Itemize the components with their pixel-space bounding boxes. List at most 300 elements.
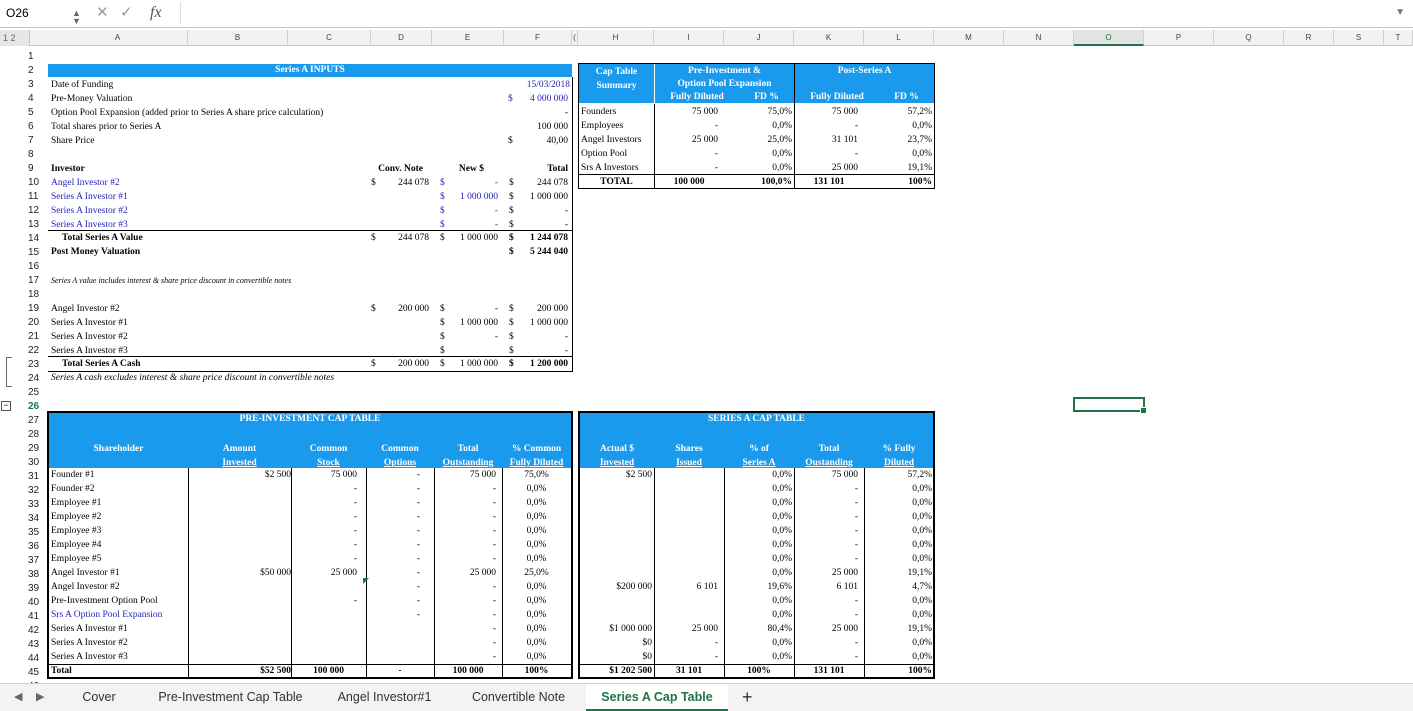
shares-issued: -: [714, 652, 718, 662]
row-header-42[interactable]: 42: [28, 625, 40, 636]
summary-total-pre-pct: 100,0%: [761, 177, 792, 187]
pre-total-outstanding: 100 000: [452, 666, 484, 676]
pct-common-fd: 0,0%: [526, 624, 547, 634]
column-header-l[interactable]: L: [864, 30, 934, 46]
total-header: Total: [547, 164, 568, 174]
conv-note-currency: $: [371, 178, 376, 188]
series-total-pct: 100%: [747, 666, 771, 676]
post-series-a-summary-header: Post-Series A Fully Diluted FD %: [795, 64, 934, 103]
pct-fully-diluted: 0,0%: [912, 512, 932, 522]
total-currency: $: [509, 206, 514, 216]
new-dollar-currency: $: [440, 178, 445, 188]
share-price-value: 40,00: [546, 136, 568, 146]
row-header-33[interactable]: 33: [28, 499, 40, 510]
row-header-37[interactable]: 37: [28, 555, 40, 566]
post-fully-diluted: 75 000: [831, 107, 858, 117]
name-box-stepper-icon[interactable]: ▲: [72, 8, 81, 18]
shareholder-name: Pre-Investment Option Pool: [51, 596, 158, 606]
row-header-19[interactable]: 19: [28, 303, 40, 314]
column-header-q[interactable]: Q: [1214, 30, 1284, 46]
pct-of-series-a: 0,0%: [772, 526, 792, 536]
row-header-3[interactable]: 3: [28, 79, 34, 90]
total-cash-conv-currency: $: [371, 359, 376, 369]
total-outstanding: -: [854, 610, 858, 620]
total-outstanding: -: [492, 540, 496, 550]
column-header-bar: [0, 30, 1413, 46]
pct-common-fd: 0,0%: [526, 498, 547, 508]
pre-total-label: Total: [51, 666, 72, 676]
sheet-tab-pre-investment-cap-table[interactable]: Pre-Investment Cap Table: [158, 690, 303, 704]
sheet-tab-series-a-cap-table[interactable]: Series A Cap Table: [586, 684, 728, 711]
row-header-2[interactable]: 2: [28, 65, 34, 76]
series-header-line2: Issued: [676, 458, 702, 468]
total-series-a-value-label: Total Series A Value: [62, 233, 143, 243]
row-header-39[interactable]: 39: [28, 583, 40, 594]
shareholder-name: Founder #1: [51, 470, 95, 480]
total-outstanding: -: [854, 652, 858, 662]
post-fd-percent: 23,7%: [907, 135, 932, 145]
pct-fully-diluted: 0,0%: [912, 526, 932, 536]
row-header-9[interactable]: 9: [28, 163, 34, 174]
row-header-6[interactable]: 6: [28, 121, 34, 132]
row-header-29[interactable]: 29: [28, 443, 40, 454]
next-sheet-icon[interactable]: ▶: [36, 691, 45, 703]
cash-total-value: 200 000: [537, 304, 568, 314]
pre-fd-percent: 0,0%: [772, 163, 792, 173]
series-header-line1: % Fully: [882, 444, 916, 454]
row-header-4[interactable]: 4: [28, 93, 34, 104]
column-header-m[interactable]: M: [934, 30, 1004, 46]
common-options: -: [416, 498, 420, 508]
row-header-22[interactable]: 22: [28, 345, 40, 356]
row-header-23[interactable]: 23: [28, 359, 40, 370]
cash-conv-currency: $: [371, 304, 376, 314]
post-fully-diluted: -: [854, 149, 858, 159]
total-cash-new: 1 000 000: [460, 359, 498, 369]
row-header-7[interactable]: 7: [28, 135, 34, 146]
shares-issued: 6 101: [696, 582, 718, 592]
pre-header-line1: Shareholder: [93, 444, 144, 454]
shareholder-name: Series A Investor #3: [51, 652, 128, 662]
total-outstanding: 25 000: [831, 568, 858, 578]
series-header-line2: Oustanding: [805, 458, 853, 468]
total-value: 244 078: [537, 178, 568, 188]
total-outstanding: -: [854, 484, 858, 494]
value-note: Series A value includes interest & share price discount in convertible notes: [51, 276, 292, 285]
amount-invested: $50 000: [260, 568, 291, 578]
shareholder-name: Employee #1: [51, 498, 102, 508]
shareholder-name: Srs A Option Pool Expansion: [51, 610, 163, 620]
pre-total-stock: 100 000: [313, 666, 344, 676]
column-header-n[interactable]: N: [1004, 30, 1074, 46]
cash-total-currency: $: [509, 332, 514, 342]
share-price-label: Share Price: [51, 136, 95, 146]
pct-fully-diluted: 4,7%: [912, 582, 932, 592]
new-dollar-value: 1 000 000: [460, 192, 498, 202]
row-header-26[interactable]: 26: [28, 401, 40, 412]
total-currency: $: [509, 220, 514, 230]
total-value: 1 000 000: [530, 192, 568, 202]
pre-fully-diluted: 75 000: [691, 107, 718, 117]
pct-of-series-a: 0,0%: [772, 498, 792, 508]
name-box-dropdown-icon[interactable]: ▼: [72, 16, 81, 26]
column-header-t[interactable]: T: [1384, 30, 1413, 46]
series-header-line1: Actual $: [599, 444, 635, 454]
row-header-21[interactable]: 21: [28, 331, 40, 342]
shareholder-name: Founder #2: [51, 484, 95, 494]
row-header-1[interactable]: 1: [28, 51, 34, 62]
pct-of-series-a: 0,0%: [772, 484, 792, 494]
pct-fully-diluted: 19,1%: [907, 568, 932, 578]
series-total-outstanding: 131 101: [813, 666, 845, 676]
total-value: -: [564, 220, 568, 230]
pre-total-pct: 100%: [524, 666, 549, 676]
formula-input[interactable]: [180, 2, 1385, 24]
column-header-i[interactable]: I: [654, 30, 724, 46]
post-fully-diluted: 25 000: [831, 163, 858, 173]
pct-of-series-a: 0,0%: [772, 470, 792, 480]
total-outstanding: -: [492, 498, 496, 508]
cap-table-summary-header: Cap Table Summary: [579, 64, 654, 103]
common-options: -: [416, 582, 420, 592]
pct-common-fd: 75,0%: [524, 470, 549, 480]
common-options: -: [416, 554, 420, 564]
pct-fully-diluted: 0,0%: [912, 638, 932, 648]
pct-of-series-a: 0,0%: [772, 596, 792, 606]
column-header-k[interactable]: K: [794, 30, 864, 46]
cash-total-value: -: [564, 346, 568, 356]
row-header-11[interactable]: 11: [28, 191, 39, 202]
pct-fully-diluted: 0,0%: [912, 596, 932, 606]
pct-common-fd: 25,0%: [524, 568, 549, 578]
pct-common-fd: 0,0%: [526, 652, 547, 662]
investor-name: Series A Investor #1: [51, 192, 128, 202]
summary-total-post-pct: 100%: [908, 177, 932, 187]
total-outstanding: -: [854, 526, 858, 536]
worksheet-grid[interactable]: [0, 47, 1413, 683]
pre-header-line1: Total: [457, 444, 479, 454]
column-header-j[interactable]: J: [724, 30, 794, 46]
total-outstanding: -: [854, 512, 858, 522]
row-header-16[interactable]: 16: [28, 261, 40, 272]
total-outstanding: -: [492, 582, 496, 592]
column-header-o[interactable]: O: [1074, 30, 1144, 46]
row-header-35[interactable]: 35: [28, 527, 40, 538]
common-stock: -: [353, 484, 357, 494]
pct-of-series-a: 80,4%: [767, 624, 792, 634]
row-header-32[interactable]: 32: [28, 485, 40, 496]
row-header-30[interactable]: 30: [28, 457, 40, 468]
total-value-new-currency: $: [440, 233, 445, 243]
pre-fully-diluted: 25 000: [691, 135, 718, 145]
pct-of-series-a: 19,6%: [767, 582, 792, 592]
pct-common-fd: 0,0%: [526, 512, 547, 522]
row-header-41[interactable]: 41: [28, 611, 40, 622]
common-stock: -: [353, 540, 357, 550]
pre-fully-diluted: -: [714, 163, 718, 173]
row-header-36[interactable]: 36: [28, 541, 40, 552]
cash-total-currency: $: [509, 318, 514, 328]
common-options: -: [416, 596, 420, 606]
shares-issued: -: [714, 638, 718, 648]
common-options: -: [416, 568, 420, 578]
cash-new-value: 1 000 000: [460, 318, 498, 328]
total-outstanding: -: [492, 526, 496, 536]
amount-invested: $2 500: [264, 470, 291, 480]
total-value-conv-currency: $: [371, 233, 376, 243]
total-cash-total: 1 200 000: [530, 359, 568, 369]
sheet-tab-cover[interactable]: Cover: [82, 690, 116, 704]
cash-new-value: -: [494, 304, 498, 314]
pre-investment-frame: [47, 411, 573, 679]
pct-of-series-a: 0,0%: [772, 554, 792, 564]
investor-name: Series A Investor #2: [51, 206, 128, 216]
column-header-([interactable]: (: [572, 30, 578, 46]
row-header-15[interactable]: 15: [28, 247, 40, 258]
post-fd-percent: 0,0%: [912, 121, 932, 131]
total-value: -: [564, 206, 568, 216]
pre-total-options: -: [398, 666, 402, 676]
option-pool-expansion-label: Option Pool Expansion (added prior to Series A share price calculation): [51, 108, 324, 118]
common-options: -: [416, 610, 420, 620]
row-header-44[interactable]: 44: [28, 653, 40, 664]
column-header-d[interactable]: D: [371, 30, 432, 46]
pre-fd-percent: 75,0%: [767, 107, 792, 117]
common-stock: -: [353, 498, 357, 508]
post-fd-percent: 0,0%: [912, 149, 932, 159]
series-header-line1: Total: [818, 444, 840, 454]
common-stock: -: [353, 512, 357, 522]
row-header-28[interactable]: 28: [28, 429, 40, 440]
pre-investment-summary-header: Pre-Investment & Option Pool Expansion Fully Diluted FD %: [655, 64, 794, 103]
conv-note-value: 244 078: [398, 178, 429, 188]
outline-level-buttons[interactable]: 1 2: [0, 30, 30, 46]
shareholder-name: Angel Investor #1: [51, 568, 120, 578]
total-outstanding: -: [492, 554, 496, 564]
column-header-p[interactable]: P: [1144, 30, 1214, 46]
new-dollar-value: -: [494, 206, 498, 216]
column-header-f[interactable]: F: [504, 30, 572, 46]
total-value-new: 1 000 000: [460, 233, 498, 243]
total-outstanding: 75 000: [831, 470, 858, 480]
post-money-currency: $: [509, 247, 514, 257]
row-header-40[interactable]: 40: [28, 597, 40, 608]
cash-new-currency: $: [440, 332, 445, 342]
column-header-a[interactable]: A: [48, 30, 188, 46]
cash-new-currency: $: [440, 318, 445, 328]
row-header-27[interactable]: 27: [28, 415, 40, 426]
common-stock: -: [353, 596, 357, 606]
row-header-14[interactable]: 14: [28, 233, 40, 244]
total-outstanding: -: [492, 484, 496, 494]
series-header-line2: Series A: [742, 458, 776, 468]
actual-invested: $0: [642, 652, 652, 662]
investor-name: Series A Investor #3: [51, 346, 128, 356]
series-header-line2: Diluted: [883, 458, 915, 468]
pre-header-line2: Options: [383, 458, 417, 468]
row-header-5[interactable]: 5: [28, 107, 34, 118]
pct-fully-diluted: 19,1%: [907, 624, 932, 634]
post-fd-percent: 19,1%: [907, 163, 932, 173]
pre-investment-cap-table-title: PRE-INVESTMENT CAP TABLE: [49, 412, 571, 426]
pre-fd-percent: 25,0%: [767, 135, 792, 145]
total-shares-label: Total shares prior to Series A: [51, 122, 162, 132]
investor-name: Angel Investor #2: [51, 304, 120, 314]
common-stock: -: [353, 526, 357, 536]
pct-of-series-a: 0,0%: [772, 638, 792, 648]
collapse-group-button[interactable]: −: [1, 401, 11, 411]
shareholder-name: Angel Investor #2: [51, 582, 120, 592]
total-value-currency: $: [509, 233, 514, 243]
total-outstanding: -: [854, 554, 858, 564]
pct-common-fd: 0,0%: [526, 540, 547, 550]
shareholder-name: Employee #3: [51, 526, 102, 536]
post-fd-percent: 57,2%: [907, 107, 932, 117]
new-dollar-currency: $: [440, 206, 445, 216]
shares-issued: 25 000: [691, 624, 718, 634]
total-outstanding: -: [854, 540, 858, 550]
sheet-tab-convertible-note[interactable]: Convertible Note: [471, 690, 566, 704]
error-indicator-icon[interactable]: [363, 578, 369, 584]
pct-fully-diluted: 57,2%: [907, 470, 932, 480]
shareholder-name: Employee #4: [51, 540, 102, 550]
row-header-12[interactable]: 12: [28, 205, 40, 216]
total-shares-value: 100 000: [537, 122, 568, 132]
pct-of-series-a: 0,0%: [772, 568, 792, 578]
total-cash-conv: 200 000: [398, 359, 429, 369]
summary-category: Founders: [581, 107, 617, 117]
cash-total-value: -: [564, 332, 568, 342]
new-dollar-currency: $: [440, 220, 445, 230]
cash-new-currency: $: [440, 346, 445, 356]
pre-total-amount: $52 500: [260, 666, 291, 676]
actual-invested: $200 000: [616, 582, 652, 592]
pre-header-line1: % Common: [511, 444, 562, 454]
pct-common-fd: 0,0%: [526, 596, 547, 606]
post-fully-diluted: 31 101: [831, 135, 858, 145]
summary-total-post-fd: 131 101: [813, 177, 845, 187]
column-header-c[interactable]: C: [288, 30, 371, 46]
cash-note: Series A cash excludes interest & share price discount in convertible notes: [51, 373, 335, 383]
shareholder-name: Series A Investor #2: [51, 638, 128, 648]
common-stock: 75 000: [330, 470, 357, 480]
row-header-38[interactable]: 38: [28, 569, 40, 580]
row-header-31[interactable]: 31: [28, 471, 40, 482]
new-dollar-value: -: [494, 178, 498, 188]
column-header-b[interactable]: B: [188, 30, 288, 46]
insert-function-icon[interactable]: fx: [150, 4, 162, 21]
summary-total-label: TOTAL: [600, 177, 633, 187]
option-pool-expansion-value: -: [564, 108, 568, 118]
total-outstanding: -: [492, 512, 496, 522]
total-value-conv: 244 078: [398, 233, 429, 243]
row-header-8[interactable]: 8: [28, 149, 34, 160]
confirm-icon[interactable]: ✓: [120, 4, 133, 21]
cash-total-currency: $: [509, 346, 514, 356]
total-cash-new-currency: $: [440, 359, 445, 369]
prev-sheet-icon[interactable]: ◀: [14, 691, 23, 703]
pct-of-series-a: 0,0%: [772, 512, 792, 522]
pre-header-line1: Amount: [222, 444, 257, 454]
actual-invested: $0: [642, 638, 652, 648]
row-header-20[interactable]: 20: [28, 317, 40, 328]
pre-header-line1: Common: [309, 444, 348, 454]
actual-invested: $1 000 000: [609, 624, 652, 634]
cash-total-currency: $: [509, 304, 514, 314]
pre-money-currency: $: [508, 94, 513, 104]
formula-bar: [0, 0, 1413, 28]
row-header-18[interactable]: 18: [28, 289, 40, 300]
pre-money-value: 4 000 000: [530, 94, 568, 104]
column-header-h[interactable]: H: [578, 30, 654, 46]
total-outstanding: 75 000: [469, 470, 496, 480]
new-dollar-currency: $: [440, 192, 445, 202]
pre-fully-diluted: -: [714, 121, 718, 131]
investor-name: Series A Investor #3: [51, 220, 128, 230]
add-sheet-button[interactable]: +: [742, 687, 753, 707]
cancel-icon[interactable]: ✕: [96, 4, 109, 21]
total-outstanding: 6 101: [836, 582, 858, 592]
post-money-value: 5 244 040: [530, 247, 568, 257]
pct-common-fd: 0,0%: [526, 554, 547, 564]
row-header-43[interactable]: 43: [28, 639, 40, 650]
pct-common-fd: 0,0%: [526, 526, 547, 536]
investor-header: Investor: [51, 164, 85, 174]
column-header-s[interactable]: S: [1334, 30, 1384, 46]
row-header-17[interactable]: 17: [28, 275, 40, 286]
pct-fully-diluted: 0,0%: [912, 610, 932, 620]
pct-fully-diluted: 0,0%: [912, 554, 932, 564]
total-outstanding: -: [492, 624, 496, 634]
sheet-tab-angel-investor-1[interactable]: Angel Investor#1: [337, 690, 432, 704]
common-stock: 25 000: [330, 568, 357, 578]
row-header-25[interactable]: 25: [28, 387, 40, 398]
post-money-label: Post Money Valuation: [51, 247, 141, 257]
cash-new-value: -: [494, 332, 498, 342]
selected-cell-o26[interactable]: [1073, 397, 1145, 412]
pct-of-series-a: 0,0%: [772, 540, 792, 550]
total-outstanding: -: [492, 638, 496, 648]
common-options: -: [416, 470, 420, 480]
pre-header-line2: Stock: [317, 458, 340, 468]
total-currency: $: [509, 178, 514, 188]
row-header-24[interactable]: 24: [28, 373, 40, 384]
summary-category: Employees: [581, 121, 624, 131]
date-of-funding-label: Date of Funding: [51, 80, 114, 90]
summary-category: Option Pool: [581, 149, 628, 159]
total-outstanding: -: [492, 596, 496, 606]
total-outstanding: -: [492, 652, 496, 662]
column-header-r[interactable]: R: [1284, 30, 1334, 46]
cash-total-value: 1 000 000: [530, 318, 568, 328]
series-header-line1: % of: [749, 444, 769, 454]
total-currency: $: [509, 192, 514, 202]
row-header-13[interactable]: 13: [28, 219, 40, 230]
name-box[interactable]: O26: [6, 6, 29, 20]
common-stock: -: [353, 554, 357, 564]
expand-formula-bar-icon[interactable]: ▼: [1395, 7, 1405, 18]
outline-bar: [0, 47, 16, 683]
row-header-34[interactable]: 34: [28, 513, 40, 524]
common-options: -: [416, 512, 420, 522]
series-a-inputs-title: Series A INPUTS: [48, 64, 572, 77]
row-header-45[interactable]: 45: [28, 667, 40, 678]
row-header-10[interactable]: 10: [28, 177, 40, 188]
column-header-e[interactable]: E: [432, 30, 504, 46]
series-header-line1: Shares: [675, 444, 703, 454]
cap-table-summary-frame: [578, 63, 935, 189]
common-options: -: [416, 526, 420, 536]
